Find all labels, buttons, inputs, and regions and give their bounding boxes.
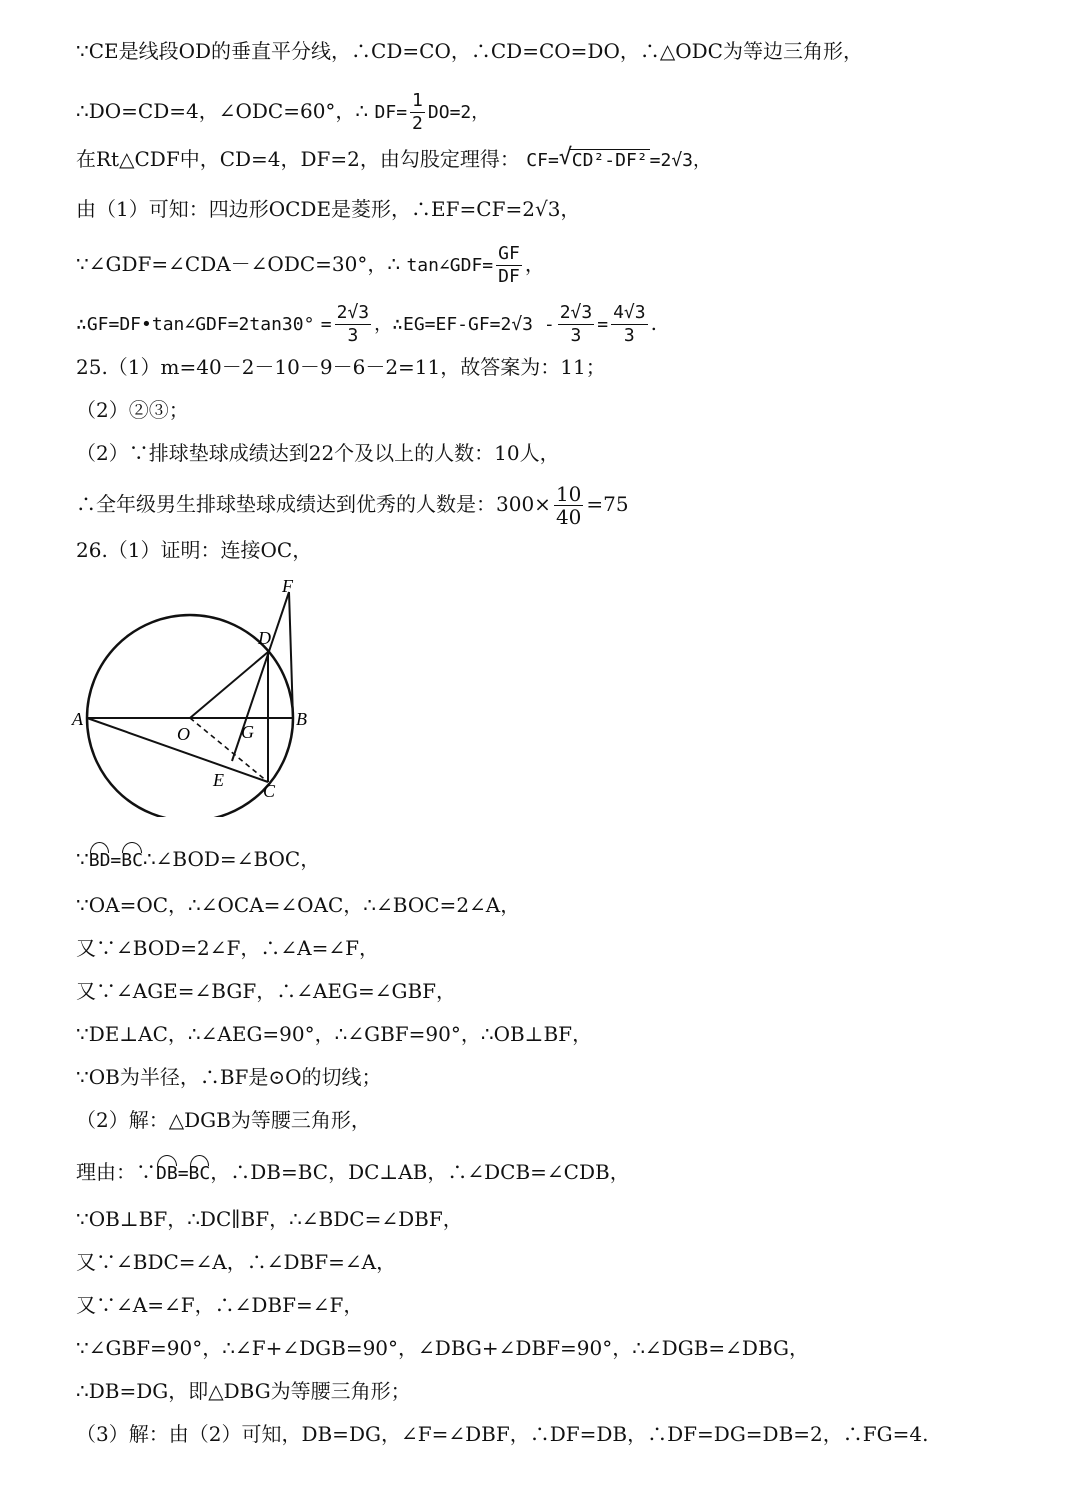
- text-line-10: ∴全年级男生排球垫球成绩达到优秀的人数是：300× $\frac{10}{40}$ =75: [76, 482, 629, 529]
- text-line-25: （3）解：由（2）可知，DB=DG，∠F=∠DBF，∴DF=DB，∴DF=DG=DB=2，∴FG=4.: [76, 1422, 929, 1446]
- arc-bc: BC: [121, 842, 143, 874]
- sqrt-expression: √ CD²-DF²: [558, 145, 648, 171]
- df-fraction: $\frac{1}{2}$: [412, 90, 423, 134]
- segment-od: [190, 652, 268, 718]
- text-line-17: ∵OB为半径，∴BF是⊙O的切线；: [76, 1065, 382, 1089]
- label-b: B: [296, 709, 307, 729]
- text-line-5: ∵∠GDF=∠CDA－∠ODC=30°，∴ tan∠GDF= $\frac{GF}{DF}$ ，: [76, 243, 545, 287]
- label-c: C: [263, 781, 276, 801]
- text-line-16: ∵DE⊥AC，∴∠AEG=90°，∴∠GBF=90°，∴OB⊥BF，: [76, 1022, 593, 1046]
- text-line-20: ∵OB⊥BF，∴DC∥BF，∴∠BDC=∠DBF，: [76, 1207, 463, 1231]
- circle-geometry-diagram: [70, 572, 340, 817]
- label-g: G: [241, 722, 254, 742]
- arc-db: DB: [156, 1155, 178, 1187]
- text-line-24: ∴DB=DG，即△DBG为等腰三角形；: [76, 1379, 411, 1403]
- label-o: O: [177, 724, 190, 744]
- tan-fraction: $\frac{GF}{DF}$: [498, 243, 520, 287]
- line2-text: ∴DO=CD=4，∠ODC=60°，∴: [76, 99, 369, 123]
- text-line-8: （2）②③；: [76, 398, 189, 422]
- arc-bc-2: BC: [189, 1155, 211, 1187]
- text-line-4: 由（1）可知：四边形OCDE是菱形，∴EF=CF=2√3，: [76, 197, 581, 221]
- text-line-21: 又∵∠BDC=∠A，∴∠DBF=∠A，: [76, 1250, 397, 1274]
- text-line-14: 又∵∠BOD=2∠F，∴∠A=∠F，: [76, 936, 379, 960]
- percentage-fraction: $\frac{10}{40}$: [555, 482, 582, 529]
- text-line-2: [76, 90, 489, 135]
- text-line-18: （2）解：△DGB为等腰三角形，: [76, 1108, 371, 1132]
- text-line-23: ∵∠GBF=90°，∴∠F+∠DGB=90°，∠DBG+∠DBF=90°，∴∠DGB=∠DBG，: [76, 1336, 809, 1360]
- text-line-11: 26.（1）证明：连接OC，: [76, 538, 313, 562]
- dashed-oc: [190, 718, 268, 782]
- label-a: A: [72, 709, 83, 729]
- text-line-13: ∵OA=OC，∴∠OCA=∠OAC，∴∠BOC=2∠A，: [76, 893, 521, 917]
- text-line-3: 在Rt△CDF中，CD=4，DF=2，由勾股定理得： CF= √ CD²-DF² =2√3，: [76, 146, 711, 174]
- text-line-7: 25.（1）m=40－2－10－9－6－2=11，故答案为：11；: [76, 355, 606, 379]
- text-line-6: ∴GF=DF•tan∠GDF=2tan30° = $\frac{2√3}{3}$ ，∴EG=EF-GF=2√3 - $\frac{2√3}{3}$ = $\frac{4√3}{3}$ .: [76, 302, 657, 346]
- df-tail: DO=2，: [427, 102, 490, 123]
- text-line-19: 理由：∵DB=BC，∴DB=BC，DC⊥AB，∴∠DCB=∠CDB，: [76, 1155, 630, 1187]
- arc-bd: BD: [89, 842, 111, 874]
- eg-fraction-1: $\frac{2√3}{3}$: [559, 302, 593, 346]
- text-line-12: ∵BD=BC∴∠BOD=∠BOC，: [76, 842, 320, 874]
- gf-fraction: $\frac{2√3}{3}$: [336, 302, 370, 346]
- text-line-1: ∵CE是线段OD的垂直平分线，∴CD=CO，∴CD=CO=DO，∴△ODC为等边三角形，: [76, 39, 863, 63]
- label-f: F: [282, 576, 293, 596]
- label-e: E: [213, 770, 224, 790]
- label-d: D: [258, 628, 271, 648]
- text-line-9: （2）∵排球垫球成绩达到22个及以上的人数：10人，: [76, 441, 560, 465]
- eg-fraction-2: $\frac{4√3}{3}$: [613, 302, 646, 346]
- text-line-22: 又∵∠A=∠F，∴∠DBF=∠F，: [76, 1293, 364, 1317]
- df-expression: DF=: [374, 102, 408, 123]
- text-line-15: 又∵∠AGE=∠BGF，∴∠AEG=∠GBF，: [76, 979, 457, 1003]
